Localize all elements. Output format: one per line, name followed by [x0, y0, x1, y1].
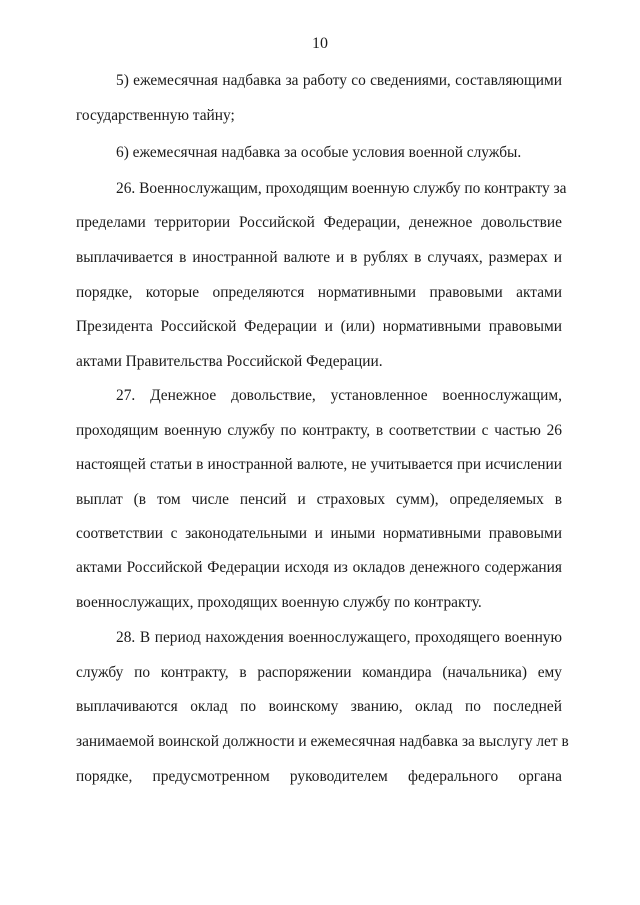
text-line: проходящим военную службу по контракту, в соответствии с частью 26 [76, 422, 562, 439]
text-line: актами Правительства Российской Федерации. [76, 353, 383, 370]
text-line: государственную тайну; [76, 107, 235, 124]
text-line: выплат (в том числе пенсий и страховых сумм), определяемых в [76, 491, 562, 508]
text-line: 26. Военнослужащим, проходящим военную службу по контракту за [116, 180, 567, 197]
text-line: 28. В период нахождения военнослужащего, проходящего военную [116, 629, 562, 646]
text-line: 6) ежемесячная надбавка за особые условия военной службы. [116, 144, 522, 161]
text-line: настоящей статьи в иностранной валюте, не учитывается при исчислении [76, 456, 562, 473]
text-line: 5) ежемесячная надбавка за работу со сведениями, составляющими [116, 72, 562, 89]
text-line: пределами территории Российской Федерации, денежное довольствие [76, 214, 562, 231]
text-line: порядке, которые определяются нормативными правовыми актами [76, 284, 562, 301]
page-number: 10 [312, 35, 328, 52]
text-line: выплачивается в иностранной валюте и в рублях в случаях, размерах и [76, 249, 562, 266]
text-line: занимаемой воинской должности и ежемесячная надбавка за выслугу лет в [76, 733, 569, 750]
text-line: порядке, предусмотренном руководителем федерального органа [76, 768, 562, 785]
text-line: службу по контракту, в распоряжении командира (начальника) ему [76, 664, 562, 681]
text-line: Президента Российской Федерации и (или) нормативными правовыми [76, 318, 562, 335]
text-line: актами Российской Федерации исходя из окладов денежного содержания [76, 559, 562, 576]
text-line: 27. Денежное довольствие, установленное военнослужащим, [116, 387, 562, 404]
text-line: выплачиваются оклад по воинскому званию, оклад по последней [76, 698, 562, 715]
text-line: соответствии с законодательными и иными нормативными правовыми [76, 525, 562, 542]
text-line: военнослужащих, проходящих военную службу по контракту. [76, 594, 482, 611]
